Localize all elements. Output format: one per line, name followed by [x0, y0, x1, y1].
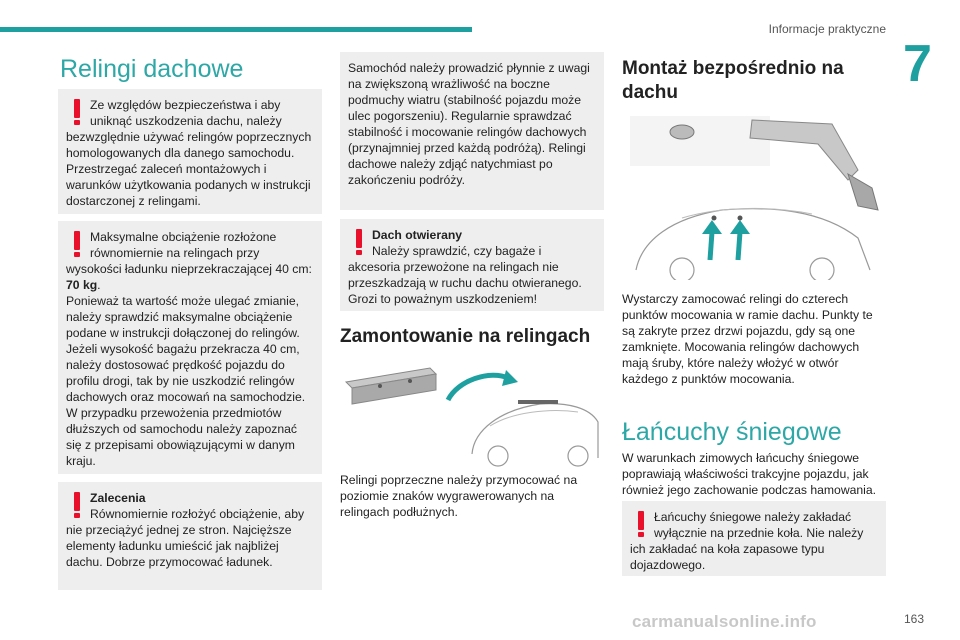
heading-roof-bars: Relingi dachowe [60, 55, 244, 83]
warning-heading: Zalecenia [90, 491, 146, 505]
chapter-number: 7 [903, 35, 932, 93]
warning-heading: Dach otwierany [372, 228, 463, 242]
max-load-value: 70 kg [66, 278, 98, 292]
warning-text-first: Maksymalne obciążenie rozłożone równomiernie na relingach przy [90, 230, 277, 260]
heading-snow-chains: Łańcuchy śniegowe [622, 418, 842, 446]
warning-box-max-load: Maksymalne obciążenie rozłożone równomiernie na relingach przy wysokości ładunku nieprzekraczającej 40 cm: 70 kg. Ponieważ ta wartość może ulegać zmianie, należy sprawdzić maksymalne obciążenie podane w instrukcji dołączonej do relingów. Jeżeli wysokość bagażu przekracza 40 cm, należy dostosować prędkość pojazdu do profilu drogi, tak by nie uszkodzić relingów dachowych oraz mocowań na samochodzie. W przypadku przewożenia przedmiotów dłuższych od samochodu należy zapoznać się z przepisami obowiązującymi w danym kraju. [58, 221, 322, 474]
roof-mounting-image [622, 110, 886, 280]
warning-text: bezwzględnie używać relingów poprzecznych homologowanych dla danego samochodu. Przestrzegać zaleceń montażowych i warunków użytkowania podanych w instrukcji dostarczonej z relingami. [66, 130, 312, 208]
section-title: Informacje praktyczne [768, 22, 886, 36]
warning-text: ich zakładać na koła zapasowe typu dojazdowego. [630, 542, 825, 572]
text-mount-on-roof: Wystarczy zamocować relingi do czterech punktów mocowania w ramie dachu. Punkty te są zakryte przez drzwi pojazdu, gdy są one zamknięte. Mocowania relingów dachowych mają śruby, które należy włożyć w otwór każdego z punktów mocowania. [622, 292, 873, 386]
warning-text-more: Ponieważ ta wartość może ulegać zmianie, należy sprawdzić maksymalne obciążenie podane w instrukcji dołączonej do relingów. Jeżeli wysokość bagażu przekracza 40 cm, należy dostosować prędkość pojazdu do profilu drogi, tak by nie uszkodzić relingów dachowych oraz mocowań na samochodzie. W przypadku przewożenia przedmiotów dłuższych od samochodu należy zapoznać się z przepisami obowiązującymi w danym kraju. [66, 294, 306, 468]
warning-icon [74, 492, 80, 518]
text-mount-on-rails: Relingi poprzeczne należy przymocować na poziomie znaków wygrawerowanych na relingach podłużnych. [340, 473, 578, 519]
warning-text-first: Równomiernie rozłożyć obciążenie, aby [90, 507, 305, 521]
warning-box-safety [58, 89, 322, 214]
heading-mount-on-roof: Montaż bezpośrednio na dachu [622, 58, 844, 103]
warning-icon [638, 511, 644, 537]
warning-box-recommendations [58, 482, 322, 590]
header-accent-bar [0, 27, 472, 32]
illustration-rail-mounting [340, 360, 604, 470]
warning-text: akcesoria przewożone na relingach nie przeszkadzają w ruchu dachu otwieranego. Grozi to poważnym uszkodzeniem! [348, 260, 582, 306]
page-number: 163 [903, 612, 924, 626]
info-box-driving: Samochód należy prowadzić płynnie z uwagi na zwiększoną wrażliwość na boczne podmuchy wiatru (stabilność pojazdu może ulec pogorszeniu). Regularnie sprawdzać stabilność i mocowanie relingów dachowych (przynajmniej przed każdą podróżą). Relingi dachowe należy zdjąć natychmiast po zakończeniu podróży. [340, 52, 604, 210]
illustration-roof-mounting [622, 110, 886, 280]
warning-text-first: Łańcuchy śniegowe należy zakładać wyłącznie na przednie koła. Nie należy [654, 510, 864, 540]
rail-mounting-image [340, 360, 604, 470]
warning-text: nie przeciążyć jednej ze stron. Najcięższe elementy ładunku umieścić jak najbliżej dachu. Dobrze przymocować ładunek. [66, 523, 292, 569]
warning-text: wysokości ładunku nieprzekraczającej 40 cm: [66, 262, 312, 276]
warning-box-snow-chains [622, 501, 886, 576]
warning-icon [356, 229, 362, 255]
warning-box-sunroof [340, 219, 604, 311]
warning-icon [74, 99, 80, 125]
text-snow-chains: W warunkach zimowych łańcuchy śniegowe poprawiają właściwości trakcyjne pojazdu, jak również jego zachowanie podczas hamowania. [622, 451, 877, 497]
watermark: carmanualsonline.info [632, 612, 817, 631]
warning-icon [74, 231, 80, 257]
warning-text-first: Ze względów bezpieczeństwa i aby uniknąć uszkodzenia dachu, należy [90, 98, 282, 128]
warning-text-first: Należy sprawdzić, czy bagaże i [372, 244, 542, 258]
heading-mount-on-rails: Zamontowanie na relingach [340, 326, 591, 347]
